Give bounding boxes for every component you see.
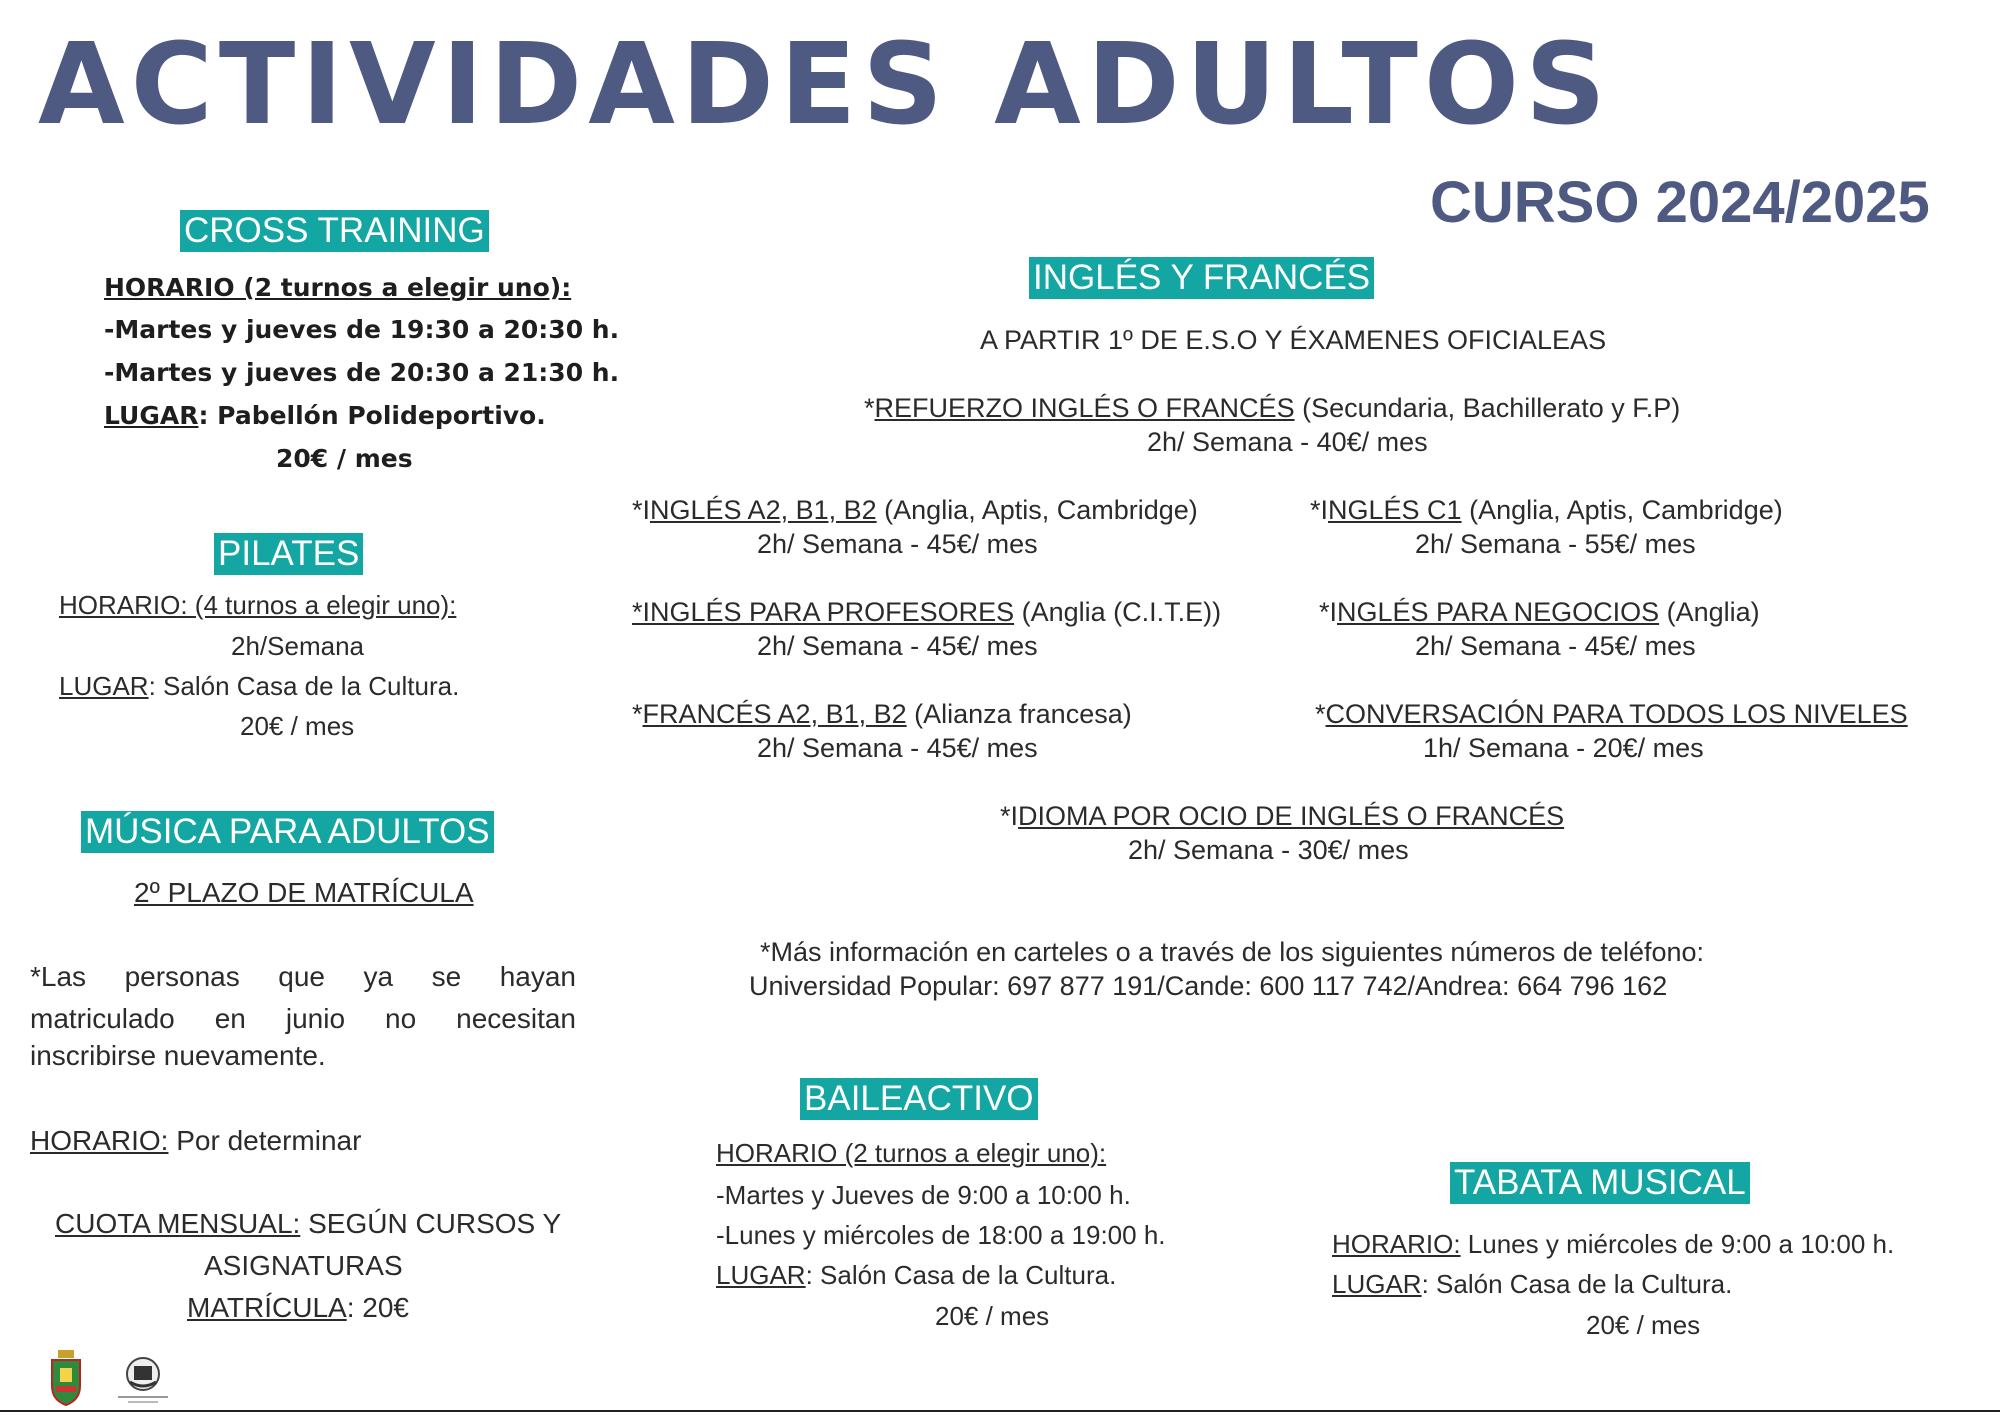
baileactivo-lugar-label: LUGAR [716, 1260, 806, 1290]
info-line-1: *Más información en carteles o a través de los siguientes números de teléfono: [760, 937, 1705, 967]
musica-nota-line-1: *Las personas que ya se hayan [30, 961, 576, 992]
musica-matricula-value: : 20€ [346, 1292, 409, 1323]
refuerzo-detail: (Secundaria, Bachillerato y F.P) [1294, 393, 1681, 423]
ocio-star: *I [1000, 801, 1019, 831]
a2b1b2-title [632, 495, 1198, 526]
tabata-horario-label: HORARIO: [1332, 1229, 1461, 1259]
frances-star: * [632, 699, 643, 729]
c1-detail: (Anglia, Aptis, Cambridge) [1461, 495, 1783, 525]
conversacion-title [1315, 699, 1908, 730]
tabata-badge: TABATA MUSICAL [1450, 1162, 1750, 1204]
c1-title [1310, 495, 1783, 526]
a2b1b2-detail: (Anglia, Aptis, Cambridge) [876, 495, 1198, 525]
cross-training-price: 20€ / mes [276, 444, 413, 473]
musica-matricula [187, 1292, 409, 1324]
musica-horario-label: HORARIO: [30, 1125, 169, 1156]
baileactivo-turno-1: -Martes y Jueves de 9:00 a 10:00 h. [716, 1180, 1131, 1210]
profesores-detail: (Anglia (C.I.T.E)) [1014, 597, 1222, 627]
frances-price: 2h/ Semana - 45€/ mes [757, 733, 1038, 763]
info-line-2: Universidad Popular: 697 877 191/Cande: 600 117 742/Andrea: 664 796 162 [749, 971, 1668, 1001]
cross-training-horario: HORARIO (2 turnos a elegir uno): [104, 273, 572, 302]
cross-training-lugar-value: : Pabellón Polideportivo. [198, 401, 546, 430]
musica-plazo: 2º PLAZO DE MATRÍCULA [134, 877, 474, 908]
pilates-badge: PILATES [214, 533, 363, 575]
pilates-frecuencia: 2h/Semana [231, 631, 364, 661]
cross-training-turno-2: -Martes y jueves de 20:30 a 21:30 h. [104, 358, 620, 387]
conversacion-star: * [1315, 699, 1326, 729]
musica-nota [30, 956, 576, 1040]
ocio-price: 2h/ Semana - 30€/ mes [1128, 835, 1409, 865]
musica-cuota [55, 1208, 561, 1240]
conversacion-name: CONVERSACIÓN PARA TODOS LOS NIVELES [1325, 699, 1908, 729]
refuerzo-name: REFUERZO INGLÉS O FRANCÉS [874, 393, 1295, 423]
c1-name: NGLÉS C1 [1328, 495, 1462, 525]
pilates-price: 20€ / mes [240, 711, 355, 741]
conversacion-price: 1h/ Semana - 20€/ mes [1423, 733, 1704, 763]
pilates-horario: HORARIO: (4 turnos a elegir uno): [59, 590, 457, 620]
musica-cuota-label: CUOTA MENSUAL: [55, 1208, 301, 1239]
frances-name: FRANCÉS A2, B1, B2 [642, 699, 907, 729]
musica-badge: MÚSICA PARA ADULTOS [81, 811, 494, 853]
baileactivo-lugar-value: : Salón Casa de la Cultura. [805, 1260, 1117, 1290]
negocios-title [1319, 597, 1760, 628]
a2b1b2-star: *I [632, 495, 651, 525]
cross-training-lugar-label: LUGAR [104, 401, 199, 430]
negocios-price: 2h/ Semana - 45€/ mes [1415, 631, 1696, 661]
negocios-detail: (Anglia) [1659, 597, 1760, 627]
musica-cuota-value: SEGÚN CURSOS Y [300, 1208, 562, 1239]
c1-star: *I [1310, 495, 1329, 525]
musica-nota-line-3: inscribirse nuevamente. [30, 1040, 326, 1071]
c1-price: 2h/ Semana - 55€/ mes [1415, 529, 1696, 559]
tabata-horario-value: Lunes y miércoles de 9:00 a 10:00 h. [1460, 1229, 1895, 1259]
profesores-price: 2h/ Semana - 45€/ mes [757, 631, 1038, 661]
cross-training-badge: CROSS TRAINING [180, 210, 489, 252]
profesores-title [632, 597, 1221, 628]
baileactivo-price: 20€ / mes [935, 1301, 1050, 1331]
musica-nota-line-2: matriculado en junio no necesitan [30, 1003, 576, 1034]
pilates-lugar-value: : Salón Casa de la Cultura. [148, 671, 460, 701]
cross-training-lugar [104, 401, 546, 430]
negocios-star: *I [1319, 597, 1338, 627]
idiomas-subtitle: A PARTIR 1º DE E.S.O Y ÉXAMENES OFICIALEAS [980, 325, 1607, 355]
bottom-divider [0, 1410, 2000, 1412]
baileactivo-badge: BAILEACTIVO [800, 1078, 1038, 1120]
course-year: CURSO 2024/2025 [1430, 170, 1930, 235]
baileactivo-lugar [716, 1260, 1116, 1291]
musica-cuota-value-2: ASIGNATURAS [204, 1250, 403, 1281]
tabata-horario [1332, 1229, 1894, 1260]
pilates-lugar-label: LUGAR [59, 671, 149, 701]
page-title: ACTIVIDADES ADULTOS [38, 20, 1612, 150]
a2b1b2-name: NGLÉS A2, B1, B2 [650, 495, 877, 525]
universidad-popular-logo-icon [110, 1354, 176, 1406]
ocio-name: DIOMA POR OCIO DE INGLÉS O FRANCÉS [1018, 801, 1565, 831]
negocios-name: NGLÉS PARA NEGOCIOS [1337, 597, 1660, 627]
cross-training-turno-1: -Martes y jueves de 19:30 a 20:30 h. [104, 315, 620, 344]
tabata-lugar-label: LUGAR [1332, 1269, 1422, 1299]
baileactivo-horario: HORARIO (2 turnos a elegir uno): [716, 1138, 1107, 1168]
refuerzo-title [864, 393, 1680, 424]
coat-of-arms-icon [46, 1350, 86, 1406]
frances-detail: (Alianza francesa) [906, 699, 1132, 729]
idiomas-badge: INGLÉS Y FRANCÉS [1029, 257, 1374, 299]
baileactivo-turno-2: -Lunes y miércoles de 18:00 a 19:00 h. [716, 1220, 1166, 1250]
tabata-lugar [1332, 1269, 1732, 1300]
musica-horario [30, 1125, 361, 1157]
musica-horario-value: Por determinar [168, 1125, 362, 1156]
a2b1b2-price: 2h/ Semana - 45€/ mes [757, 529, 1038, 559]
refuerzo-star: * [864, 393, 875, 423]
pilates-lugar [59, 671, 459, 702]
tabata-lugar-value: : Salón Casa de la Cultura. [1421, 1269, 1733, 1299]
refuerzo-price: 2h/ Semana - 40€/ mes [1147, 427, 1428, 457]
profesores-name: *INGLÉS PARA PROFESORES [632, 597, 1015, 627]
musica-matricula-label: MATRÍCULA [187, 1292, 347, 1323]
frances-title [632, 699, 1132, 730]
tabata-price: 20€ / mes [1586, 1310, 1701, 1340]
ocio-title [1000, 801, 1564, 832]
